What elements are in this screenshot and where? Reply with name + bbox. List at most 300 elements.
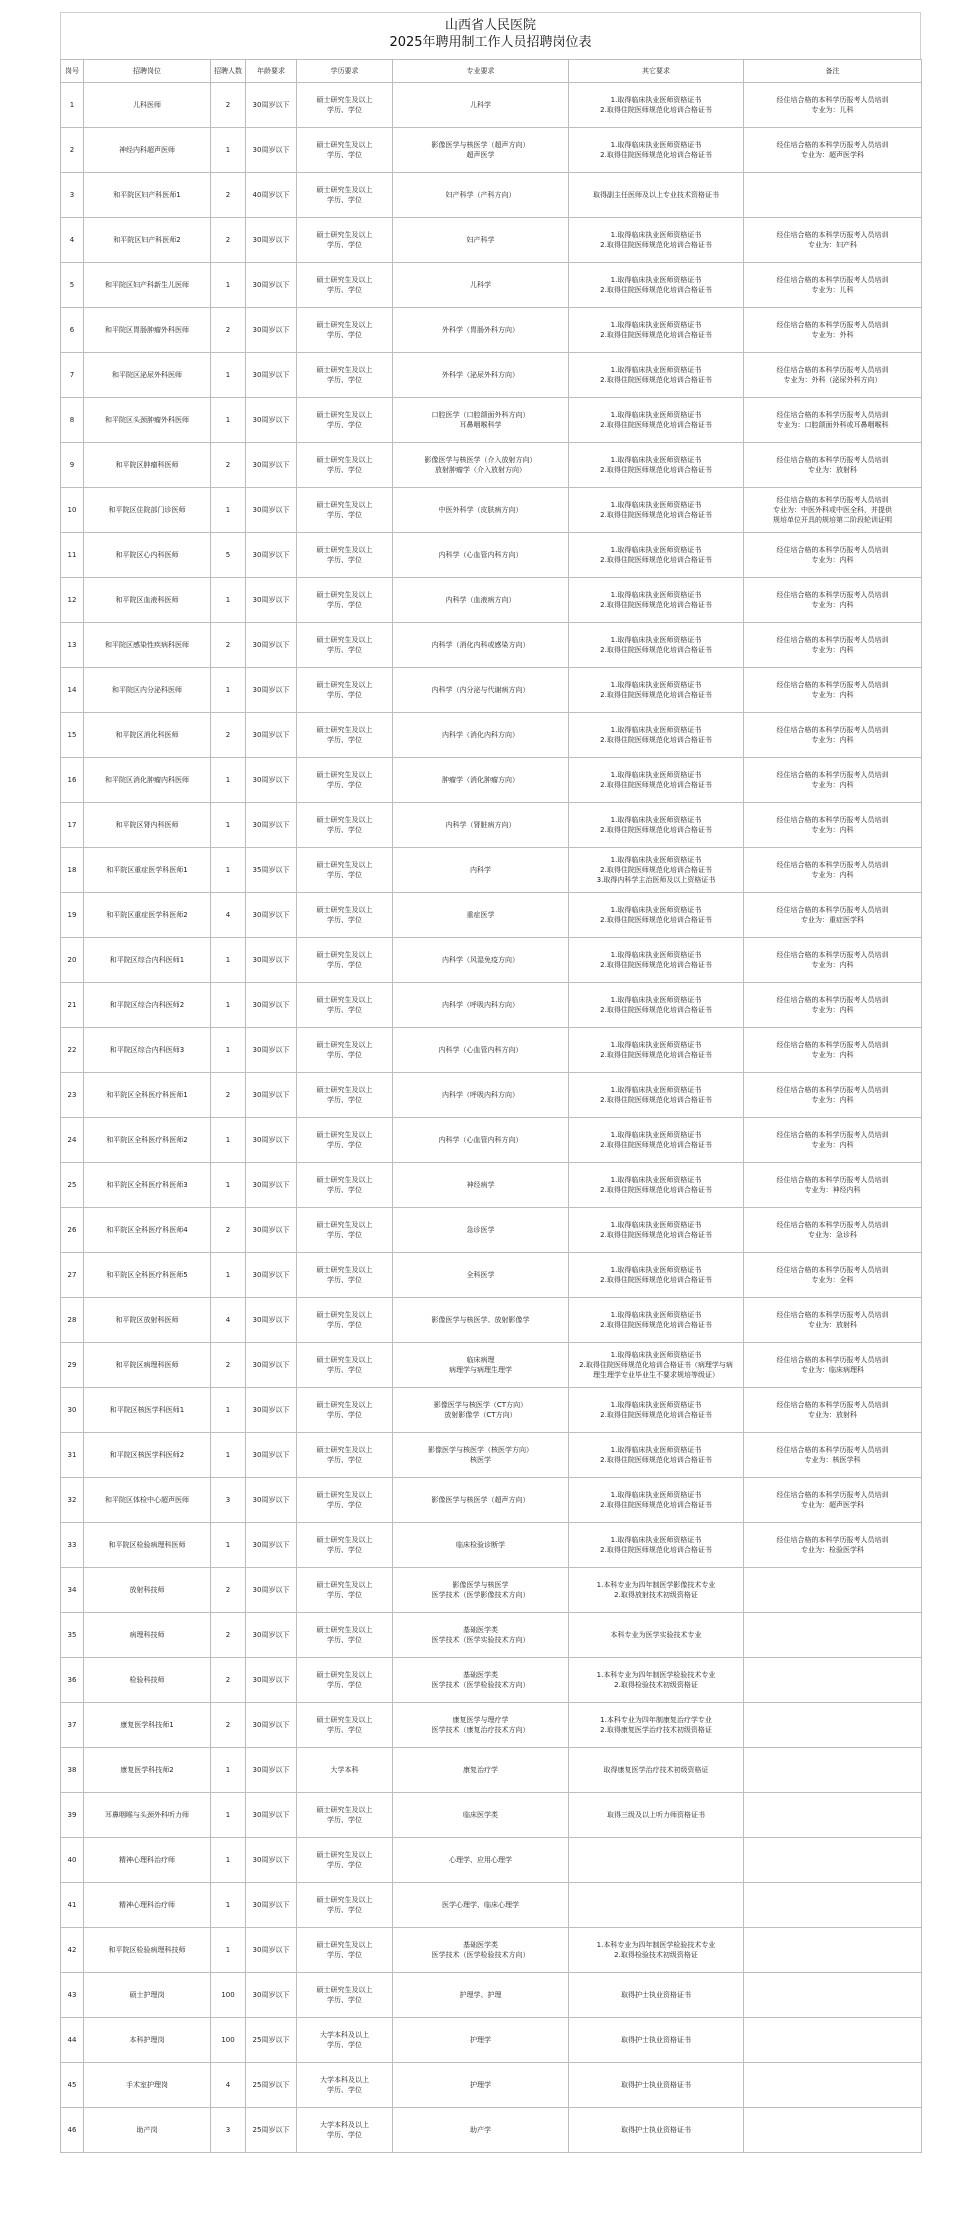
table-row [61, 218, 922, 263]
cell-no: 35 [61, 1613, 84, 1658]
header-education: 学历要求 [297, 60, 393, 83]
cell-major: 儿科学 [393, 83, 569, 128]
cell-education: 硕士研究生及以上 学历、学位 [297, 938, 393, 983]
cell-education: 大学本科及以上 学历、学位 [297, 2063, 393, 2108]
cell-note: 经住培合格的本科学历报考人员培训 专业为：急诊科 [744, 1208, 922, 1253]
cell-other: 1.取得临床执业医师资格证书 2.取得住院医师规范化培训合格证书 [569, 83, 744, 128]
cell-age: 30周岁以下 [246, 1208, 297, 1253]
cell-major: 口腔医学（口腔颌面外科方向） 耳鼻咽喉科学 [393, 398, 569, 443]
table-row [61, 1658, 922, 1703]
cell-major: 妇产科学 [393, 218, 569, 263]
cell-no: 3 [61, 173, 84, 218]
cell-major: 内科学（心血管内科方向） [393, 1118, 569, 1163]
table-row [61, 803, 922, 848]
cell-no: 24 [61, 1118, 84, 1163]
cell-no: 41 [61, 1883, 84, 1928]
cell-count: 2 [211, 1703, 246, 1748]
table-row [61, 173, 922, 218]
cell-age: 30周岁以下 [246, 1703, 297, 1748]
cell-count: 1 [211, 353, 246, 398]
table-row [61, 1163, 922, 1208]
cell-note: 经住培合格的本科学历报考人员培训 专业为：内科 [744, 1073, 922, 1118]
table-row [61, 1343, 922, 1388]
cell-major: 基础医学类 医学技术（医学检验技术方向） [393, 1658, 569, 1703]
table-row [61, 488, 922, 533]
cell-education: 硕士研究生及以上 学历、学位 [297, 1703, 393, 1748]
cell-no: 43 [61, 1973, 84, 2018]
cell-count: 2 [211, 623, 246, 668]
table-row [61, 83, 922, 128]
cell-note: 经住培合格的本科学历报考人员培训 专业为：内科 [744, 578, 922, 623]
table-row [61, 1433, 922, 1478]
cell-note: 经住培合格的本科学历报考人员培训 专业为：内科 [744, 983, 922, 1028]
cell-other: 1.取得临床执业医师资格证书 2.取得住院医师规范化培训合格证书 3.取得内科学主治医师及以上资格证书 [569, 848, 744, 893]
table-row [61, 1973, 922, 2018]
cell-note: 经住培合格的本科学历报考人员培训 专业为：重症医学科 [744, 893, 922, 938]
title-block [60, 12, 921, 59]
cell-education: 硕士研究生及以上 学历、学位 [297, 443, 393, 488]
cell-no: 8 [61, 398, 84, 443]
table-row [61, 668, 922, 713]
cell-other: 1.取得临床执业医师资格证书 2.取得住院医师规范化培训合格证书 [569, 128, 744, 173]
table-row [61, 1793, 922, 1838]
cell-count: 1 [211, 938, 246, 983]
cell-major: 妇产科学（产科方向） [393, 173, 569, 218]
cell-age: 30周岁以下 [246, 443, 297, 488]
cell-count: 1 [211, 758, 246, 803]
cell-note [744, 1793, 922, 1838]
cell-other [569, 1838, 744, 1883]
cell-education: 硕士研究生及以上 学历、学位 [297, 1838, 393, 1883]
cell-no: 42 [61, 1928, 84, 1973]
cell-major: 助产学 [393, 2108, 569, 2153]
cell-major: 儿科学 [393, 263, 569, 308]
header-note: 备注 [744, 60, 922, 83]
cell-age: 30周岁以下 [246, 803, 297, 848]
cell-age: 30周岁以下 [246, 128, 297, 173]
cell-major: 内科学（心血管内科方向） [393, 533, 569, 578]
cell-other: 1.取得临床执业医师资格证书 2.取得住院医师规范化培训合格证书（病理学与病 理生理学专业毕业生不要求规培等级证） [569, 1343, 744, 1388]
cell-no: 9 [61, 443, 84, 488]
cell-no: 40 [61, 1838, 84, 1883]
cell-major: 影像医学与核医学（超声方向） 超声医学 [393, 128, 569, 173]
cell-other: 1.取得临床执业医师资格证书 2.取得住院医师规范化培训合格证书 [569, 623, 744, 668]
cell-other: 1.取得临床执业医师资格证书 2.取得住院医师规范化培训合格证书 [569, 1298, 744, 1343]
cell-count: 2 [211, 713, 246, 758]
cell-count: 1 [211, 1748, 246, 1793]
cell-education: 硕士研究生及以上 学历、学位 [297, 1568, 393, 1613]
cell-post: 和平院区住院部门诊医师 [84, 488, 211, 533]
table-row [61, 1298, 922, 1343]
cell-count: 100 [211, 2018, 246, 2063]
header-post: 招聘岗位 [84, 60, 211, 83]
cell-other: 取得护士执业资格证书 [569, 2018, 744, 2063]
cell-other: 1.取得临床执业医师资格证书 2.取得住院医师规范化培训合格证书 [569, 938, 744, 983]
cell-post: 和平院区检验病理科技师 [84, 1928, 211, 1973]
cell-age: 30周岁以下 [246, 308, 297, 353]
cell-no: 7 [61, 353, 84, 398]
cell-count: 2 [211, 218, 246, 263]
header-age: 年龄要求 [246, 60, 297, 83]
header-count: 招聘人数 [211, 60, 246, 83]
cell-other: 1.取得临床执业医师资格证书 2.取得住院医师规范化培训合格证书 [569, 263, 744, 308]
cell-other: 1.本科专业为四年制康复治疗学专业 2.取得康复医学治疗技术初级资格证 [569, 1703, 744, 1748]
cell-education: 硕士研究生及以上 学历、学位 [297, 893, 393, 938]
cell-age: 30周岁以下 [246, 83, 297, 128]
table-row [61, 2108, 922, 2153]
cell-post: 和平院区肾内科医师 [84, 803, 211, 848]
cell-post: 和平院区内分泌科医师 [84, 668, 211, 713]
table-row [61, 128, 922, 173]
cell-age: 30周岁以下 [246, 1973, 297, 2018]
cell-note: 经住培合格的本科学历报考人员培训 专业为：儿科 [744, 263, 922, 308]
cell-post: 检验科技师 [84, 1658, 211, 1703]
cell-no: 21 [61, 983, 84, 1028]
table-body [61, 83, 922, 2153]
cell-age: 40周岁以下 [246, 173, 297, 218]
cell-post: 和平院区头颈肿瘤外科医师 [84, 398, 211, 443]
table-row [61, 2063, 922, 2108]
table-row [61, 1613, 922, 1658]
cell-major: 内科学 [393, 848, 569, 893]
cell-count: 2 [211, 1208, 246, 1253]
cell-count: 2 [211, 1613, 246, 1658]
cell-education: 硕士研究生及以上 学历、学位 [297, 1073, 393, 1118]
cell-no: 32 [61, 1478, 84, 1523]
cell-major: 内科学（肾脏病方向） [393, 803, 569, 848]
cell-post: 和平院区妇产科医师1 [84, 173, 211, 218]
cell-note: 经住培合格的本科学历报考人员培训 专业为：检验医学科 [744, 1523, 922, 1568]
table-row [61, 308, 922, 353]
cell-no: 26 [61, 1208, 84, 1253]
table-row [61, 443, 922, 488]
table-row [61, 983, 922, 1028]
cell-education: 硕士研究生及以上 学历、学位 [297, 1523, 393, 1568]
cell-no: 33 [61, 1523, 84, 1568]
cell-age: 30周岁以下 [246, 1613, 297, 1658]
cell-major: 影像医学与核医学（超声方向） [393, 1478, 569, 1523]
cell-no: 46 [61, 2108, 84, 2153]
cell-age: 30周岁以下 [246, 1928, 297, 1973]
cell-no: 1 [61, 83, 84, 128]
cell-major: 肿瘤学（消化肿瘤方向） [393, 758, 569, 803]
cell-education: 硕士研究生及以上 学历、学位 [297, 578, 393, 623]
cell-note [744, 1613, 922, 1658]
cell-no: 19 [61, 893, 84, 938]
cell-major: 影像医学与核医学（CT方向） 放射影像学（CT方向） [393, 1388, 569, 1433]
cell-other: 1.取得临床执业医师资格证书 2.取得住院医师规范化培训合格证书 [569, 713, 744, 758]
cell-major: 影像医学与核医学（介入放射方向） 放射肿瘤学（介入放射方向） [393, 443, 569, 488]
cell-count: 1 [211, 1793, 246, 1838]
cell-count: 1 [211, 398, 246, 443]
cell-count: 2 [211, 173, 246, 218]
cell-education: 硕士研究生及以上 学历、学位 [297, 128, 393, 173]
cell-education: 硕士研究生及以上 学历、学位 [297, 1478, 393, 1523]
cell-note [744, 1703, 922, 1748]
cell-count: 1 [211, 668, 246, 713]
cell-other: 1.取得临床执业医师资格证书 2.取得住院医师规范化培训合格证书 [569, 533, 744, 578]
cell-other: 取得护士执业资格证书 [569, 2063, 744, 2108]
cell-major: 护理学 [393, 2063, 569, 2108]
cell-no: 34 [61, 1568, 84, 1613]
cell-post: 和平院区全科医疗科医师4 [84, 1208, 211, 1253]
cell-post: 和平院区综合内科医师2 [84, 983, 211, 1028]
cell-post: 病理科技师 [84, 1613, 211, 1658]
cell-education: 硕士研究生及以上 学历、学位 [297, 263, 393, 308]
cell-post: 和平院区感染性疾病科医师 [84, 623, 211, 668]
cell-no: 38 [61, 1748, 84, 1793]
cell-post: 和平院区核医学科医师2 [84, 1433, 211, 1478]
cell-major: 内科学（呼吸内科方向） [393, 1073, 569, 1118]
cell-major: 内科学（呼吸内科方向） [393, 983, 569, 1028]
cell-note: 经住培合格的本科学历报考人员培训 专业为：内科 [744, 938, 922, 983]
cell-count: 1 [211, 848, 246, 893]
cell-other: 1.取得临床执业医师资格证书 2.取得住院医师规范化培训合格证书 [569, 1208, 744, 1253]
table-row [61, 758, 922, 803]
cell-age: 30周岁以下 [246, 1253, 297, 1298]
cell-other: 1.取得临床执业医师资格证书 2.取得住院医师规范化培训合格证书 [569, 398, 744, 443]
cell-other: 本科专业为医学实验技术专业 [569, 1613, 744, 1658]
cell-post: 本科护理岗 [84, 2018, 211, 2063]
cell-post: 和平院区核医学科医师1 [84, 1388, 211, 1433]
cell-other: 1.本科专业为四年制医学检验技术专业 2.取得检验技术初级资格证 [569, 1928, 744, 1973]
table-row [61, 2018, 922, 2063]
cell-note: 经住培合格的本科学历报考人员培训 专业为：内科 [744, 533, 922, 578]
cell-major: 神经病学 [393, 1163, 569, 1208]
cell-education: 硕士研究生及以上 学历、学位 [297, 1343, 393, 1388]
cell-post: 和平院区全科医疗科医师5 [84, 1253, 211, 1298]
cell-count: 1 [211, 1928, 246, 1973]
cell-post: 和平院区妇产科新生儿医师 [84, 263, 211, 308]
cell-count: 4 [211, 893, 246, 938]
cell-note [744, 1838, 922, 1883]
cell-count: 1 [211, 488, 246, 533]
cell-age: 30周岁以下 [246, 533, 297, 578]
cell-age: 30周岁以下 [246, 1838, 297, 1883]
cell-age: 30周岁以下 [246, 218, 297, 263]
cell-education: 硕士研究生及以上 学历、学位 [297, 1793, 393, 1838]
cell-no: 4 [61, 218, 84, 263]
cell-major: 内科学（消化内科方向） [393, 713, 569, 758]
cell-education: 硕士研究生及以上 学历、学位 [297, 1298, 393, 1343]
cell-major: 外科学（泌尿外科方向） [393, 353, 569, 398]
table-row [61, 1523, 922, 1568]
positions-table [60, 59, 922, 2153]
table-row [61, 1118, 922, 1163]
cell-note: 经住培合格的本科学历报考人员培训 专业为：放射科 [744, 443, 922, 488]
cell-no: 45 [61, 2063, 84, 2108]
cell-post: 精神心理科治疗师 [84, 1838, 211, 1883]
cell-major: 外科学（胃肠外科方向） [393, 308, 569, 353]
cell-major: 护理学 [393, 2018, 569, 2063]
cell-major: 基础医学类 医学技术（医学检验技术方向） [393, 1928, 569, 1973]
cell-note [744, 2063, 922, 2108]
cell-other: 1.取得临床执业医师资格证书 2.取得住院医师规范化培训合格证书 [569, 1118, 744, 1163]
cell-no: 6 [61, 308, 84, 353]
cell-no: 12 [61, 578, 84, 623]
cell-other: 1.取得临床执业医师资格证书 2.取得住院医师规范化培训合格证书 [569, 578, 744, 623]
cell-note: 经住培合格的本科学历报考人员培训 专业为：内科 [744, 848, 922, 893]
cell-note: 经住培合格的本科学历报考人员培训 专业为：内科 [744, 1028, 922, 1073]
cell-post: 儿科医师 [84, 83, 211, 128]
cell-education: 硕士研究生及以上 学历、学位 [297, 623, 393, 668]
table-row [61, 893, 922, 938]
cell-major: 影像医学与核医学、放射影像学 [393, 1298, 569, 1343]
cell-post: 神经内科超声医师 [84, 128, 211, 173]
cell-education: 硕士研究生及以上 学历、学位 [297, 848, 393, 893]
cell-education: 硕士研究生及以上 学历、学位 [297, 1433, 393, 1478]
cell-age: 30周岁以下 [246, 1073, 297, 1118]
cell-count: 2 [211, 1568, 246, 1613]
cell-post: 和平院区综合内科医师1 [84, 938, 211, 983]
cell-other: 1.取得临床执业医师资格证书 2.取得住院医师规范化培训合格证书 [569, 218, 744, 263]
cell-no: 11 [61, 533, 84, 578]
cell-major: 康复治疗学 [393, 1748, 569, 1793]
cell-education: 硕士研究生及以上 学历、学位 [297, 1388, 393, 1433]
cell-education: 硕士研究生及以上 学历、学位 [297, 488, 393, 533]
cell-note: 经住培合格的本科学历报考人员培训 专业为：全科 [744, 1253, 922, 1298]
cell-note [744, 1568, 922, 1613]
cell-education: 硕士研究生及以上 学历、学位 [297, 1883, 393, 1928]
cell-major: 基础医学类 医学技术（医学实验技术方向） [393, 1613, 569, 1658]
cell-count: 3 [211, 1478, 246, 1523]
table-row [61, 1838, 922, 1883]
table-row [61, 1703, 922, 1748]
cell-post: 和平院区胃肠肿瘤外科医师 [84, 308, 211, 353]
cell-no: 29 [61, 1343, 84, 1388]
cell-no: 44 [61, 2018, 84, 2063]
cell-major: 临床检验诊断学 [393, 1523, 569, 1568]
table-row [61, 848, 922, 893]
cell-count: 5 [211, 533, 246, 578]
cell-age: 30周岁以下 [246, 1298, 297, 1343]
cell-no: 13 [61, 623, 84, 668]
header-major: 专业要求 [393, 60, 569, 83]
cell-count: 1 [211, 1838, 246, 1883]
cell-note: 经住培合格的本科学历报考人员培训 专业为：中医外科或中医全科，并提供 规培单位开具的规培第二阶段轮训证明 [744, 488, 922, 533]
cell-post: 和平院区泌尿外科医师 [84, 353, 211, 398]
header-other: 其它要求 [569, 60, 744, 83]
cell-other: 1.取得临床执业医师资格证书 2.取得住院医师规范化培训合格证书 [569, 308, 744, 353]
cell-major: 中医外科学（皮肤病方向） [393, 488, 569, 533]
cell-other: 1.取得临床执业医师资格证书 2.取得住院医师规范化培训合格证书 [569, 1478, 744, 1523]
cell-education: 硕士研究生及以上 学历、学位 [297, 1253, 393, 1298]
cell-education: 硕士研究生及以上 学历、学位 [297, 1613, 393, 1658]
cell-age: 30周岁以下 [246, 1028, 297, 1073]
cell-major: 内科学（内分泌与代谢病方向） [393, 668, 569, 713]
cell-count: 1 [211, 983, 246, 1028]
cell-note: 经住培合格的本科学历报考人员培训 专业为：内科 [744, 758, 922, 803]
table-row [61, 1388, 922, 1433]
table-row [61, 578, 922, 623]
cell-note [744, 2018, 922, 2063]
cell-major: 临床医学类 [393, 1793, 569, 1838]
cell-post: 和平院区检验病理科医师 [84, 1523, 211, 1568]
cell-other: 取得三级及以上听力师资格证书 [569, 1793, 744, 1838]
cell-other: 1.取得临床执业医师资格证书 2.取得住院医师规范化培训合格证书 [569, 1028, 744, 1073]
cell-age: 30周岁以下 [246, 1478, 297, 1523]
cell-post: 和平院区全科医疗科医师1 [84, 1073, 211, 1118]
cell-no: 14 [61, 668, 84, 713]
cell-count: 100 [211, 1973, 246, 2018]
table-row [61, 1928, 922, 1973]
cell-count: 1 [211, 1163, 246, 1208]
cell-major: 医学心理学、临床心理学 [393, 1883, 569, 1928]
cell-no: 30 [61, 1388, 84, 1433]
cell-note: 经住培合格的本科学历报考人员培训 专业为：神经内科 [744, 1163, 922, 1208]
cell-other [569, 1883, 744, 1928]
cell-count: 2 [211, 308, 246, 353]
cell-other: 1.取得临床执业医师资格证书 2.取得住院医师规范化培训合格证书 [569, 893, 744, 938]
cell-no: 36 [61, 1658, 84, 1703]
cell-other: 1.取得临床执业医师资格证书 2.取得住院医师规范化培训合格证书 [569, 1433, 744, 1478]
cell-education: 大学本科及以上 学历、学位 [297, 2108, 393, 2153]
cell-education: 大学本科及以上 学历、学位 [297, 2018, 393, 2063]
cell-post: 硕士护理岗 [84, 1973, 211, 2018]
cell-note: 经住培合格的本科学历报考人员培训 专业为：内科 [744, 1118, 922, 1163]
cell-education: 硕士研究生及以上 学历、学位 [297, 353, 393, 398]
cell-education: 硕士研究生及以上 学历、学位 [297, 218, 393, 263]
cell-post: 和平院区肿瘤科医师 [84, 443, 211, 488]
cell-other: 1.本科专业为四年制医学影像技术专业 2.取得放射技术初级资格证 [569, 1568, 744, 1613]
cell-post: 和平院区妇产科医师2 [84, 218, 211, 263]
cell-age: 30周岁以下 [246, 623, 297, 668]
cell-post: 和平院区消化科医师 [84, 713, 211, 758]
cell-note: 经住培合格的本科学历报考人员培训 专业为：外科（泌尿外科方向） [744, 353, 922, 398]
table-row [61, 1073, 922, 1118]
cell-age: 30周岁以下 [246, 1523, 297, 1568]
table-title: 2025年聘用制工作人员招聘岗位表 [389, 35, 592, 50]
cell-other: 取得护士执业资格证书 [569, 2108, 744, 2153]
cell-post: 和平院区重症医学科医师2 [84, 893, 211, 938]
cell-age: 25周岁以下 [246, 2018, 297, 2063]
cell-other: 取得护士执业资格证书 [569, 1973, 744, 2018]
cell-no: 15 [61, 713, 84, 758]
cell-count: 2 [211, 443, 246, 488]
cell-age: 30周岁以下 [246, 1748, 297, 1793]
table-row [61, 1883, 922, 1928]
cell-education: 硕士研究生及以上 学历、学位 [297, 1658, 393, 1703]
cell-count: 1 [211, 1118, 246, 1163]
cell-other: 1.取得临床执业医师资格证书 2.取得住院医师规范化培训合格证书 [569, 1253, 744, 1298]
cell-note [744, 1973, 922, 2018]
cell-age: 30周岁以下 [246, 668, 297, 713]
cell-no: 22 [61, 1028, 84, 1073]
cell-count: 1 [211, 1883, 246, 1928]
cell-post: 和平院区全科医疗科医师3 [84, 1163, 211, 1208]
cell-age: 30周岁以下 [246, 1658, 297, 1703]
cell-education: 硕士研究生及以上 学历、学位 [297, 398, 393, 443]
cell-other: 1.取得临床执业医师资格证书 2.取得住院医师规范化培训合格证书 [569, 488, 744, 533]
cell-note: 经住培合格的本科学历报考人员培训 专业为：放射科 [744, 1298, 922, 1343]
cell-post: 和平院区体检中心超声医师 [84, 1478, 211, 1523]
cell-education: 硕士研究生及以上 学历、学位 [297, 758, 393, 803]
cell-post: 和平院区综合内科医师3 [84, 1028, 211, 1073]
cell-age: 30周岁以下 [246, 1883, 297, 1928]
cell-age: 30周岁以下 [246, 578, 297, 623]
cell-note: 经住培合格的本科学历报考人员培训 专业为：超声医学科 [744, 1478, 922, 1523]
cell-no: 2 [61, 128, 84, 173]
cell-note: 经住培合格的本科学历报考人员培训 专业为：妇产科 [744, 218, 922, 263]
cell-post: 和平院区血液科医师 [84, 578, 211, 623]
table-row [61, 353, 922, 398]
cell-age: 25周岁以下 [246, 2108, 297, 2153]
cell-count: 2 [211, 83, 246, 128]
cell-no: 18 [61, 848, 84, 893]
cell-other: 取得副主任医师及以上专业技术资格证书 [569, 173, 744, 218]
cell-education: 硕士研究生及以上 学历、学位 [297, 803, 393, 848]
cell-post: 和平院区重症医学科医师1 [84, 848, 211, 893]
